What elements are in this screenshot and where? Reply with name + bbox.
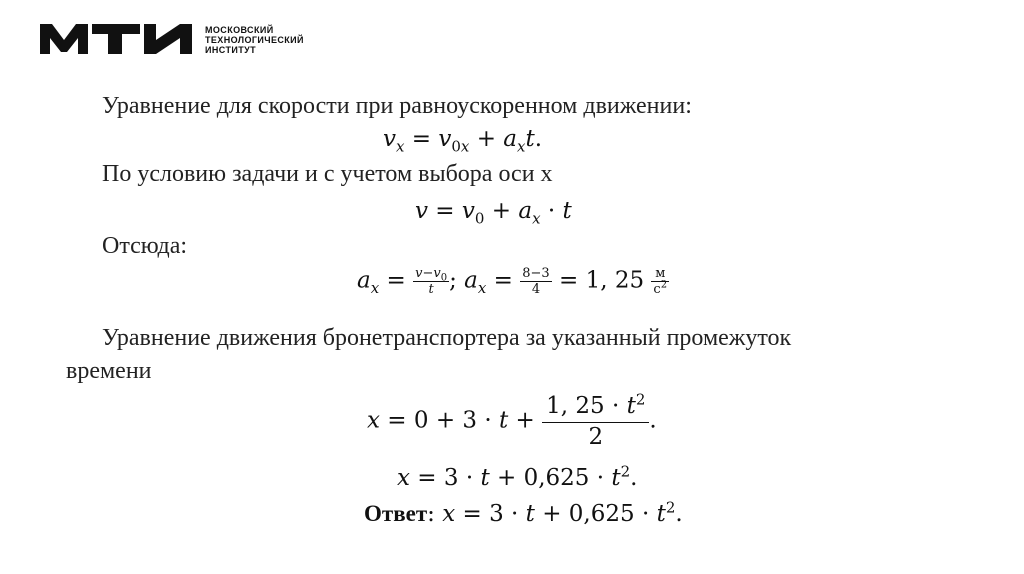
text-line-3: Отсюда: bbox=[102, 233, 188, 259]
logo-line-2: ТЕХНОЛОГИЧЕСКИЙ bbox=[205, 35, 304, 45]
logo-subtitle bbox=[205, 25, 304, 55]
formula-acceleration: $a_x$ = $\frac{v-v_0}{t}$ ; $a_x$ = $\frac{8-3}{4}$ = 1, 25 $\frac{м}{с^2}$ bbox=[357, 266, 668, 298]
text-line-4: Уравнение движения бронетранспортера за указанный промежуток bbox=[102, 325, 792, 351]
logo-line-3: ИНСТИТУТ bbox=[205, 45, 257, 55]
fraction-unit-m-s2: $\frac{м}{с^2}$ bbox=[653, 266, 668, 297]
formula-velocity-condition: $v = v_0 + a_x \cdot t$ bbox=[415, 198, 572, 228]
text-line-5: времени bbox=[66, 358, 152, 384]
answer-line: Ответ: $x = 3 \cdot t + 0,625 \cdot t^2$. bbox=[364, 498, 683, 527]
formula-motion-equation: x = 0 + 3 · t + $\frac{1, 25 \cdot t^2}{2}$ . bbox=[367, 390, 657, 450]
text-line-2: По условию задачи и с учетом выбора оси x bbox=[102, 161, 553, 187]
text-line-1: Уравнение для скорости при равноускоренном движении: bbox=[102, 93, 692, 119]
logo-line-1: МОСКОВСКИЙ bbox=[205, 25, 274, 35]
fraction-8-3-over-4: $\frac{8-3}{4}$ bbox=[522, 266, 550, 297]
answer-label: Ответ bbox=[364, 501, 428, 526]
fraction-v-v0-over-t: $\frac{v-v_0}{t}$ bbox=[415, 266, 448, 297]
formula-velocity: $v_x = v_{0x} + a_xt$. bbox=[383, 126, 543, 156]
formula-motion-simplified: $x = 3 \cdot t + 0,625 \cdot t^2$. bbox=[397, 462, 638, 491]
fraction-125t2-over-2: $\frac{1, 25 \cdot t^2}{2}$ bbox=[542, 392, 649, 451]
logo-mark bbox=[40, 22, 195, 61]
